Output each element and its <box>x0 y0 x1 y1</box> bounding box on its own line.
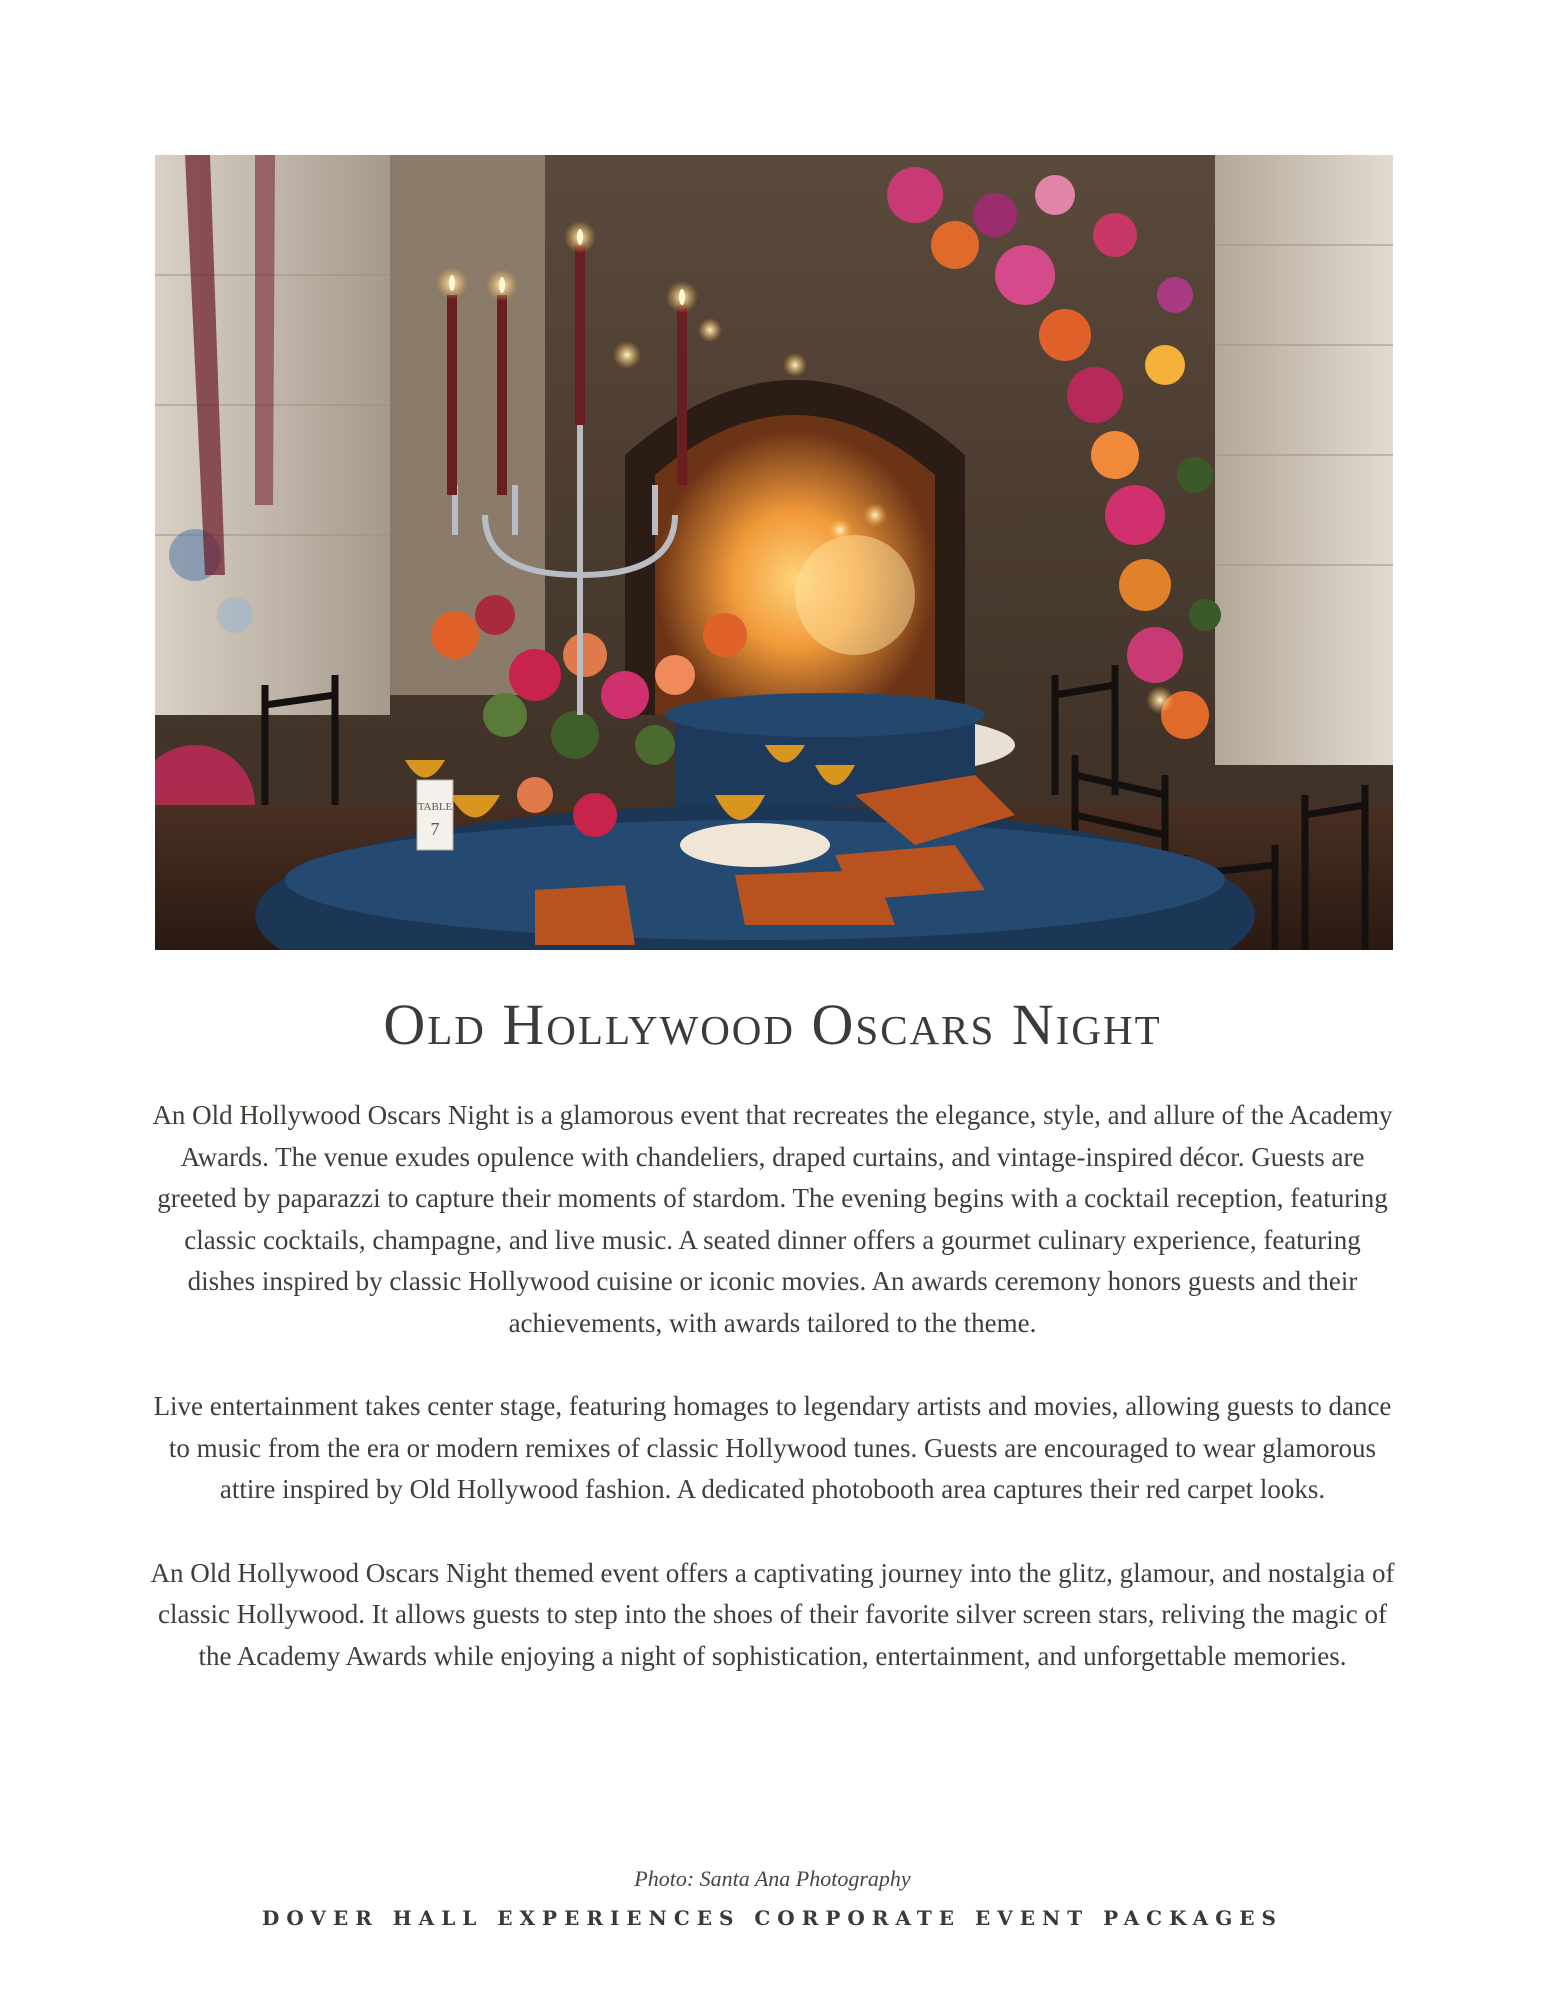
body-paragraph-1: An Old Hollywood Oscars Night is a glamorous event that recreates the elegance, style, and allure of the Academy Awards. The venue exudes opulence with chandeliers, draped curtains, and vintage-inspired décor. Guests are greeted by paparazzi to capture their moments of stardom. The evening begins with a cocktail reception, featuring classic cocktails, champagne, and live music. A seated dinner offers a gourmet culinary experience, featuring dishes inspired by classic Hollywood cuisine or iconic movies. An awards ceremony honors guests and their achievements, with awards tailored to the theme. <box>152 1100 1393 1338</box>
event-photo-illustration <box>155 155 1393 950</box>
page-title: Old Hollywood Oscars Night <box>383 992 1162 1057</box>
body-paragraph-2: Live entertainment takes center stage, featuring homages to legendary artists and movies, allowing guests to dance to music from the era or modern remixes of classic Hollywood tunes. Guests are encouraged to wear glamorous attire inspired by Old Hollywood fashion. A dedicated photobooth area captures their red carpet looks. <box>153 1391 1392 1505</box>
table-card-number: 7 <box>430 819 440 839</box>
body-paragraph-3: An Old Hollywood Oscars Night themed event offers a captivating journey into the glitz, glamour, and nostalgia of classic Hollywood. It allows guests to step into the shoes of their favorite silver screen stars, reliving the magic of the Academy Awards while enjoying a night of sophistication, entertainment, and unforgettable memories. <box>150 1557 1395 1671</box>
footer-title: DOVER HALL EXPERIENCES CORPORATE EVENT PACKAGES <box>262 1906 1283 1930</box>
body-text <box>150 1095 1395 1719</box>
event-photo <box>155 155 1393 950</box>
photo-credit: Photo: Santa Ana Photography <box>634 1866 911 1891</box>
table-card-label: TABLE <box>417 801 453 813</box>
